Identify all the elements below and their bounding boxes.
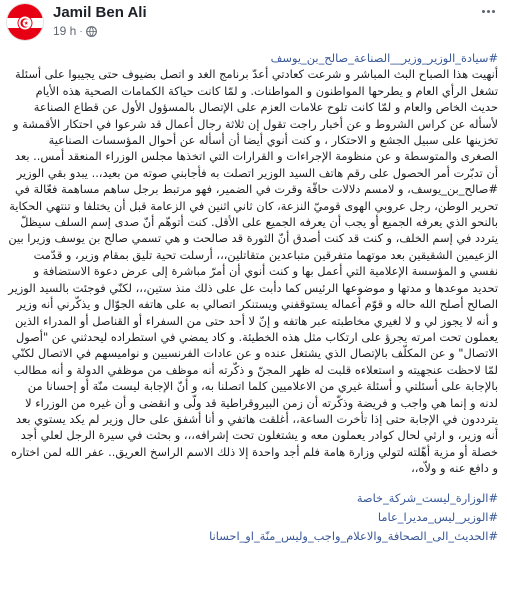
- more-options-icon[interactable]: [477, 4, 499, 18]
- hashtag-link[interactable]: #الوزير_ليس_مديرا_عاما: [377, 509, 498, 524]
- author-avatar[interactable]: [6, 3, 44, 41]
- author-name[interactable]: Jamil Ben Ali: [53, 4, 147, 21]
- post-timestamp[interactable]: 19 h: [53, 24, 77, 38]
- post-title-hashtag[interactable]: #سيادة_الوزير_وزير__الصناعة_صالح_بن_يوسف: [270, 51, 498, 65]
- hashtag-link[interactable]: #الوزارة_ليست_شركة_خاصة: [356, 490, 498, 505]
- tunisia-flag-avatar-icon: [7, 4, 43, 40]
- post-meta: [53, 24, 97, 38]
- globe-icon[interactable]: [86, 26, 97, 37]
- hashtag-link[interactable]: #الحديث_الى_الصحافة_والاعلام_واجب_وليس_منّة_او_احسانا: [209, 528, 498, 543]
- post-content: [4, 50, 498, 610]
- post-header: [0, 0, 507, 44]
- post-text: أنهيت هذا الصباح البث المباشر و شرعت كعادتي أعدّ برنامج الغد و اتصل بضيوف حتى يجيبوا على أسئلة تشغل الرأي العام و يطرحها المواطنون و المواطنات. و لمّا كانت حياكة الكمامات الصحية هذه الأيام حديث الخاص والعام و لمّا كانت تلوح علامات العزم على الإتصال بالمسؤول الأول عن قطاع الصناعة لأسأله عن كراس الشروط و عن أخبار راجت تقول إن ثلاثة رجال أعمال قد شرعوا في احتكار الأقمشة و تخزينها على سبيل الجشع و الاحتكار ، و كنت أنوي أيضا أن أسأله عن أحوال المؤسسات الصناعية الصغرى والمتوسطة و عن منظومة الإجراءات و القرارات التي اتخذها مجلس الوزراء المنعقد أمس.. بعد أن تدبّرت أمر الحصول على رقم هاتف السيد الوزير اتصلت به فأجابني صوته من بعيد،.. يبدو بقي الوزير #صالح_بن_يوسف، و لامسم دلالات حاقّة وقرت في الضمير، فهو مرتبط برجل ساهم مساهمة فعّالة في تحرير الوطن، رجل عروبي الهوى قوميّ النزعة، كان ثاني اثنين في الزعامة قبل أن يختلفا و تنتهي الحكاية بالنحو الذي يعرفه الجميع أو يجب أن يعرفه الجميع على الأقل. كنت أتوهّم أنّ صدى إسم السلف سيظلّ يتردد في إسم الخلف، و كنت قد كنت أصدق أنّ الثورة قد صالحت و هي تسمي صالح بن يوسف وزيرا بين الزعيمين الشقيقين بعد موتهما متفرقين متباعدين متقاتلين،،، أرسلت تحية تليق بمقام وزير، و قدّمت نفسي و المؤسسة الإعلامية التي أعمل بها و كنت أنوي أن أمرّ مباشرة إلى عرض دعوة الاستضافة و تحديد موعدها و مدتها و موضوعها الرئيس كما دأبت عل على ذلك منذ ستين،،، لكنّي فوجئت بالسيد الوزير الصالح أصلح الله حاله و قوّم أعماله يستوقفني ويستنكر اتصالي به على هاتفه الجوّال و يذكّرني أنه وزير و أنه لا يجوز لي و لا لغيري مخاطبته عبر هاتفه و إنّ لا أحد حتى من السفراء أو القناصل أو المدراء الذين يعملون تحت امرته يجرؤ على ارتكاب مثل هذه الخطيئة. و كاد يمضي في استطراده ليحدثني عن "أصول الاتصال" و عن المكلّف بالإتصال الذي يشتغل عنده و عن عادات الفرنسيين و نواميسهم في الاتصال لكنّي لمّا لاحظت عنجهيته و استعلاءه قلبت له ظهر المجنّ و ذكّرته أنه موظف من موظفي الدولة و أنه مطالب بالإجابة على أسئلتي و أسئلة غيري من الاعلاميين كلما اتصلنا به، و أنّ الإجابة ليست منّة أو إحسانا من لدنه و إنما هي واجب و فريضة وذكّرته أن زمن البيروقراطية قد ولّى و انقضى و أن غيره من الوزراء لا يترددون في الإجابة حتى إذا تأخرت الساعة،، أغلقت هاتفي و أنا أشفق على حال وزير لم يكد يستوي بعد أنه وزير، و ارثي لحال كوادر يعملون معه و يشتغلون تحت إشرافه،،، و بحثت في سيرة الرجل لعلي أجد خصلة أو مزية أهّلته لتولي وزارة هامة فلم أجد واحدة إلا ذلك الاسم الراسخ العريق.. عفر الله لمن اختاره و دافع عنه و ولاّه،،: [4, 67, 498, 476]
- separator-dot: ·: [79, 25, 83, 37]
- hashtag-list: [8, 489, 498, 546]
